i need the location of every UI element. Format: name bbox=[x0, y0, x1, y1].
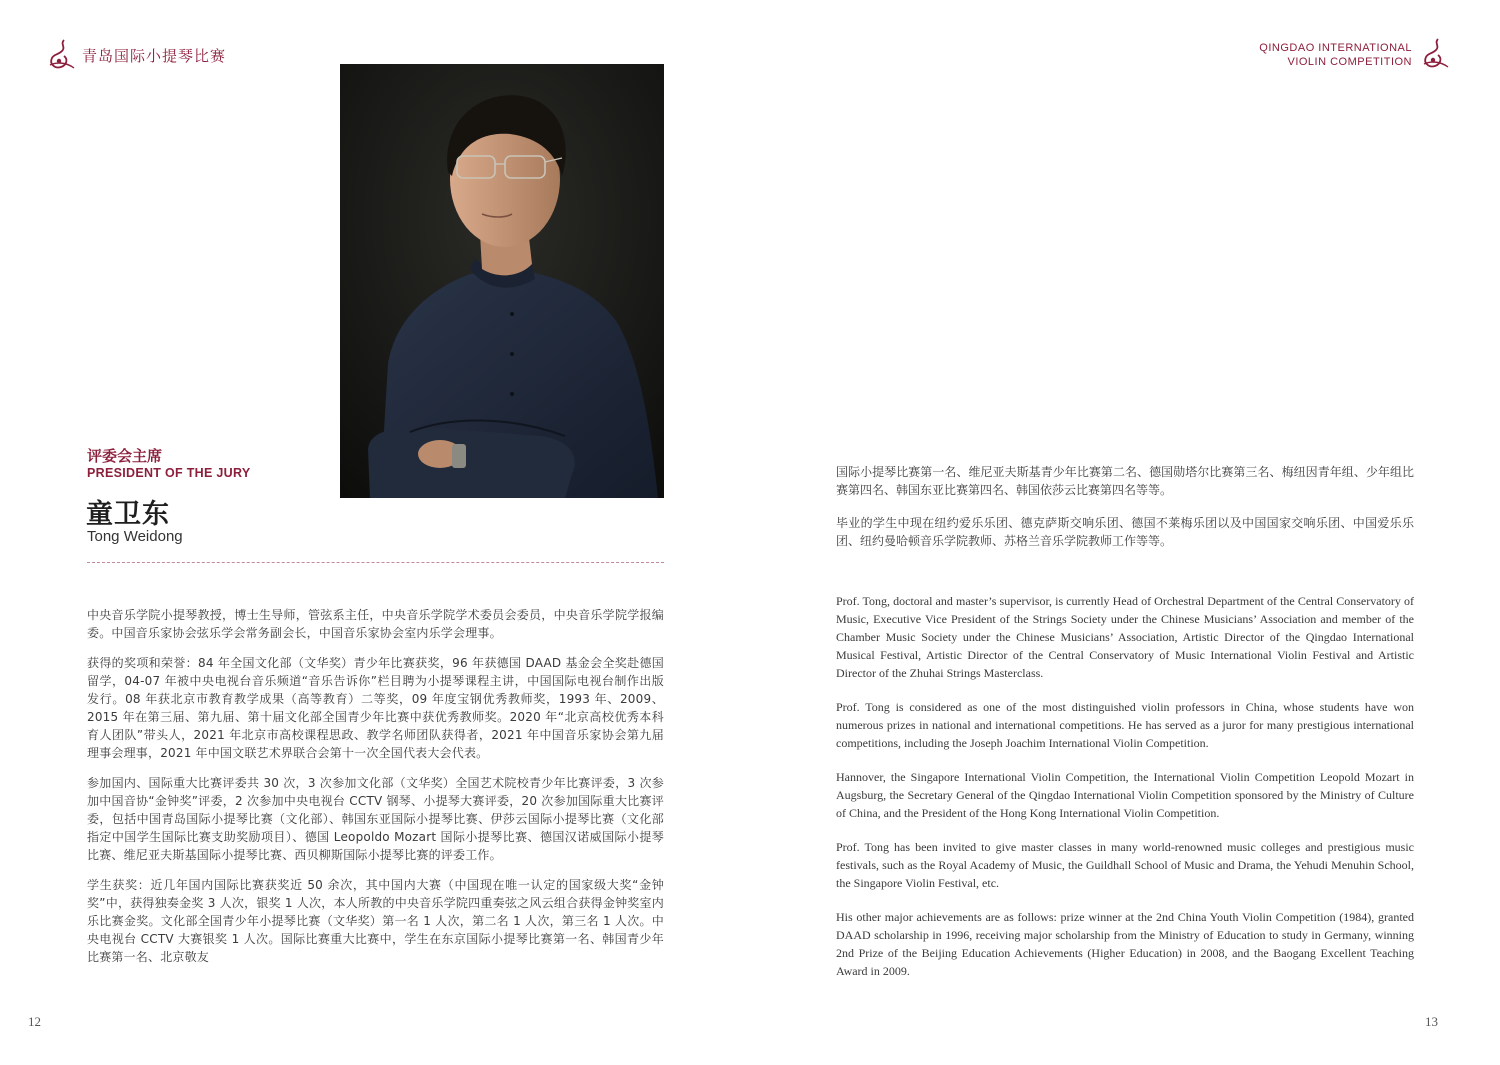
jury-role-en: PRESIDENT OF THE JURY bbox=[87, 466, 251, 480]
person-name-cn: 童卫东 bbox=[86, 499, 170, 530]
page-number-left: 12 bbox=[28, 1014, 41, 1029]
header-title-en bbox=[1259, 41, 1412, 69]
bio-en-paragraph: Prof. Tong, doctoral and master’s supervisor, is currently Head of Orchestral Department of the Central Conservatory of Music, Executive Vice President of the Strings Society under the Chinese Musicians’ Association and member of the Chamber Music Society under the Chinese Musicians’ Association, Artistic Director of the Qingdao International Musical Festival, Artistic Director of the Central Conservatory of Music International Violin Festival and Artistic Director of the Zhuhai Strings Masterclass. bbox=[836, 594, 1414, 680]
bio-en-paragraph: Prof. Tong has been invited to give master classes in many world-renowned music colleges and prestigious music festivals, such as the Royal Academy of Music, the Guildhall School of Music and Drama, the Yehudi Menuhin School, the Singapore Violin Festival, etc. bbox=[836, 840, 1414, 890]
bio-en-paragraph: His other major achievements are as follows: prize winner at the 2nd China Youth Violin Competition (1984), granted DAAD scholarship in 1996, receiving major scholarship from the Ministry of Education to study in Germany, winning 2nd Prize of the Beijing Education Achievements (Higher Education) in 2008, and the Baogang Excellent Teaching Award in 2009. bbox=[836, 910, 1414, 978]
portrait-photo bbox=[340, 64, 664, 498]
jury-role-cn: 评委会主席 bbox=[87, 447, 163, 465]
bio-cn-paragraph: 毕业的学生中现在纽约爱乐乐团、德克萨斯交响乐团、德国不莱梅乐团以及中国国家交响乐团、中国爱乐乐团、纽约曼哈顿音乐学院教师、苏格兰音乐学院教师工作等等。 bbox=[836, 516, 1414, 548]
header-title: 青岛国际小提琴比赛 bbox=[82, 47, 227, 65]
bio-cn-paragraph: 学生获奖：近几年国内国际比赛获奖近 50 余次，其中国内大赛（中国现在唯一认定的国家级大奖“金钟奖”中，获得独奏金奖 3 人次，银奖 1 人次，本人所教的中央音乐学院四重奏弦之风云组合获得金钟奖室内乐比赛金奖。文化部全国青少年小提琴比赛（文华奖）第一名 1 人次，第二名 1 人次，第三名 1 人次。中央电视台 CCTV 大赛银奖 1 人次。国际比赛重大比赛中，学生在东京国际小提琴比赛第一名、韩国青少年比赛第一名、北京敬友 bbox=[87, 878, 664, 964]
bio-en-paragraph: Hannover, the Singapore International Violin Competition, the International Violin Competition Leopold Mozart in Augsburg, the Secretary General of the Qingdao International Violin Competition sponsored by the Ministry of Culture of China, and the President of the Hong Kong International Violin Competition. bbox=[836, 770, 1414, 820]
bio-cn-paragraph: 获得的奖项和荣誉：84 年全国文化部（文华奖）青少年比赛获奖，96 年获德国 DAAD 基金会全奖赴德国留学，04-07 年被中央电视台音乐频道“音乐告诉你”栏目聘为小提琴课程主讲，中国国际电视台制作出版发行。08 年获北京市教育教学成果（高等教育）二等奖，09 年度宝钢优秀教师奖，1993 年、2009、2015 年在第三届、第九届、第十届文化部全国青少年比赛中获优秀教师奖。2020 年“北京高校优秀本科育人团队”带头人，2021 年北京市高校课程思政、教学名师团队获得者，2021 年中国音乐家协会第九届理事会理事，2021 年中国文联艺术界联合会第十一次全国代表大会代表。 bbox=[87, 656, 664, 760]
bio-cn-paragraph: 参加国内、国际重大比赛评委共 30 次，3 次参加文化部（文华奖）全国艺术院校青少年比赛评委，3 次参加中国音协“金钟奖”评委，2 次参加中央电视台 CCTV 钢琴、小提琴大赛评委，20 次参加国际重大比赛评委，包括中国青岛国际小提琴比赛（文化部）、韩国东亚国际小提琴比赛、伊莎云国际小提琴比赛（文化部指定中国学生国际比赛支助奖励项目）、德国 Leopoldo Mozart 国际小提琴比赛、德国汉诺威国际小提琴比赛、维尼亚夫斯基国际小提琴比赛、西贝柳斯国际小提琴比赛的评委工作。 bbox=[87, 776, 664, 862]
header-title-en-line2: VIOLIN COMPETITION bbox=[1287, 56, 1412, 68]
bio-cn-paragraph: 国际小提琴比赛第一名、维尼亚夫斯基青少年比赛第二名、德国勋塔尔比赛第三名、梅纽因青年组、少年组比赛第四名、韩国东亚比赛第四名、韩国依莎云比赛第四名等等。 bbox=[836, 465, 1414, 497]
violin-logo-icon bbox=[1420, 37, 1450, 71]
bio-cn-paragraph: 中央音乐学院小提琴教授，博士生导师，管弦系主任，中央音乐学院学术委员会委员，中央音乐学院学报编委。中国音乐家协会弦乐学会常务副会长，中国音乐家协会室内乐学会理事。 bbox=[87, 608, 664, 640]
violin-logo-icon bbox=[46, 38, 76, 72]
bio-en-column bbox=[836, 592, 1414, 996]
page-number-right: 13 bbox=[1425, 1014, 1438, 1029]
bio-cn-column bbox=[87, 606, 664, 978]
header-title-en-line1: QINGDAO INTERNATIONAL bbox=[1259, 42, 1412, 54]
bio-en-paragraph: Prof. Tong is considered as one of the most distinguished violin professors in China, whose students have won numerous prizes in national and international competitions. He has served as a juror for many prestigious international competitions, including the Joseph Joachim International Violin Competition. bbox=[836, 700, 1414, 750]
bio-cn-continuation bbox=[836, 463, 1414, 565]
section-divider bbox=[87, 562, 664, 563]
person-name-en: Tong Weidong bbox=[87, 528, 183, 545]
